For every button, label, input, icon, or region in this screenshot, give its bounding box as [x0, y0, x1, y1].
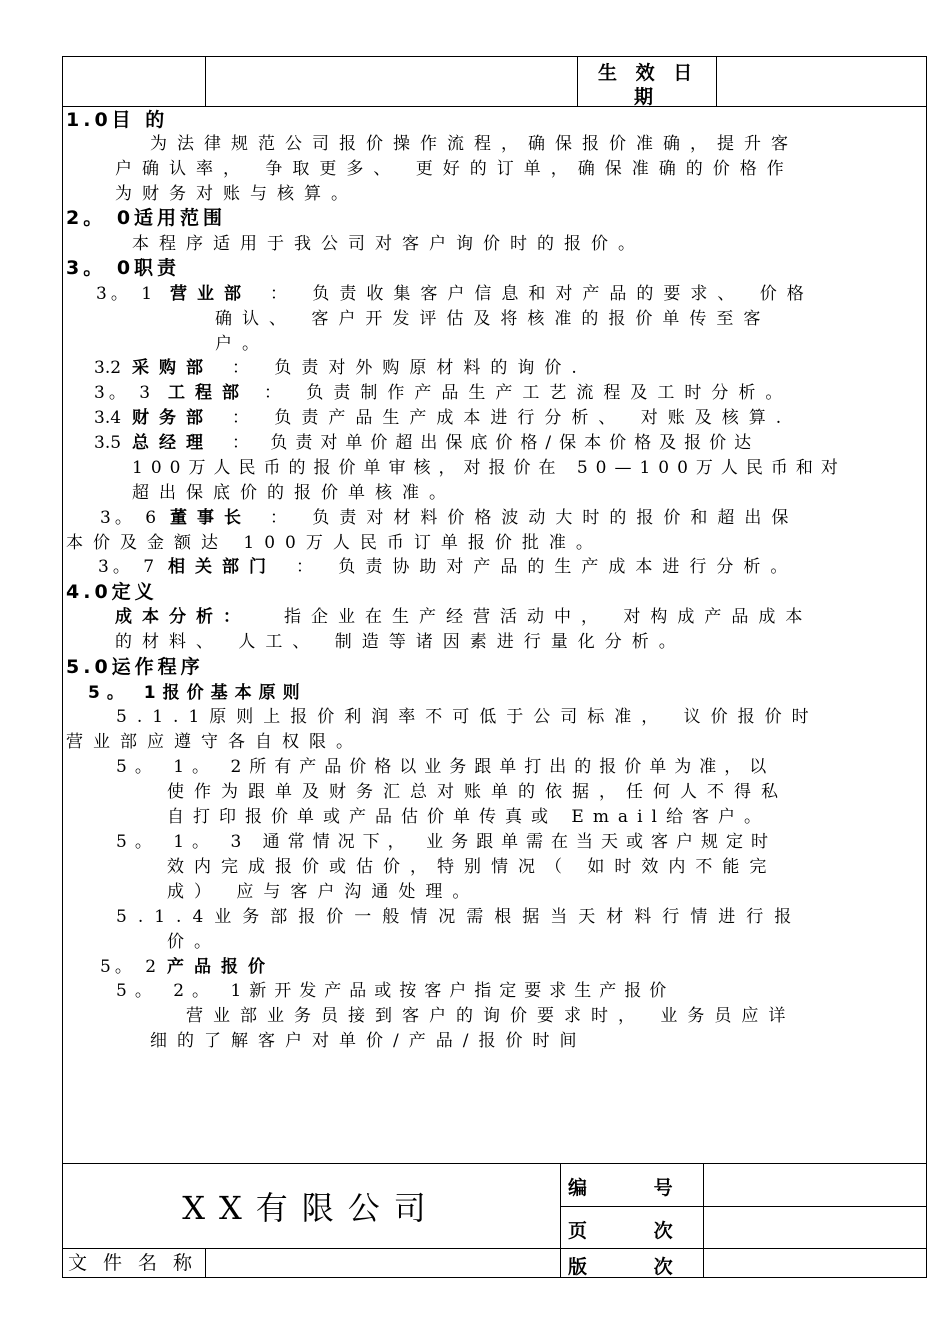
section-4-line-2: 的材料、 人工、 制造等诸因素进行量化分析。	[115, 632, 686, 652]
section-5-1-2-line-2: 使作为跟单及财务汇总对账单的依据，任何人不得私	[167, 782, 788, 802]
section-3-6-line-2: 本价及金额达 100万人民币订单报价批准。	[66, 533, 603, 553]
section-4-title: 4.0定义	[66, 581, 158, 603]
section-3-7-line-1: ： 负责协助对产品的生产成本进行分析。	[296, 557, 798, 577]
section-3-1-number: 3。 1	[96, 284, 157, 304]
section-5-2-title: 产品报价	[167, 957, 275, 977]
section-4-term: 成本分析：	[115, 607, 250, 627]
footer-divider-1	[560, 1163, 561, 1278]
footer-divider-2	[703, 1163, 704, 1278]
section-3-1-line-1: ： 负责收集客户信息和对产品的要求、 价格	[270, 284, 814, 304]
header-divider-3	[716, 56, 717, 106]
section-3-6-number: 3。 6	[100, 508, 161, 528]
section-3-1-line-3: 户。	[215, 334, 269, 354]
section-4-line-1: 指企业在生产经营活动中， 对构成产品成本	[284, 607, 813, 627]
section-5-2-1-line-3: 细的了解客户对单价/产品/报价时间	[150, 1031, 587, 1051]
effective-date-label-2: 期	[634, 86, 654, 108]
section-3-1-line-2: 确认、 客户开发评估及将核准的报价单传至客	[215, 309, 771, 329]
section-5-title: 5.0运作程序	[66, 656, 204, 678]
section-3-5-number: 3.5	[94, 433, 122, 453]
section-3-3-line-1: ： 负责制作产品生产工艺流程及工时分析。	[264, 383, 793, 403]
section-5-1-title: 5。 1报价基本原则	[88, 683, 307, 703]
effective-date-label: 生 效 日	[598, 62, 699, 84]
section-5-1-3-line-1: 5。 1。 3 通常情况下， 业务跟单需在当天或客户规定时	[116, 832, 777, 852]
section-3-2-role: 采购部	[132, 358, 213, 378]
footer-row-line-1	[560, 1206, 927, 1207]
section-3-7-role: 相关部门	[168, 557, 276, 577]
footer-row-line-2	[62, 1248, 927, 1249]
version-label: 版 次	[568, 1256, 673, 1278]
section-5-2-number: 5。 2	[100, 957, 161, 977]
section-3-7-number: 3。 7	[98, 557, 159, 577]
section-5-1-2-line-3: 自打印报价单或产品估价单传真或 Email给客户。	[167, 807, 770, 827]
section-1-line-1: 为法律规范公司报价操作流程，确保报价准确，提升客	[150, 134, 798, 154]
section-3-5-line-3: 超出保底价的报价单核准。	[132, 483, 456, 503]
section-3-5-role: 总经理	[132, 433, 213, 453]
number-label: 编 号	[568, 1177, 673, 1199]
section-3-5-line-1: ： 负责对单价超出保底价格/保本价格及报价达	[232, 433, 760, 453]
section-3-title: 3。 0职责	[66, 257, 181, 279]
section-3-6-line-1: ： 负责对材料价格波动大时的报价和超出保	[270, 508, 799, 528]
doc-name-label: 文件名称	[68, 1252, 209, 1274]
section-3-4-role: 财务部	[132, 408, 213, 428]
section-3-3-number: 3。 3	[94, 383, 155, 403]
section-3-2-line-1: ： 负责对外购原材料的询价.	[232, 358, 587, 378]
section-5-1-4-line-2: 价。	[167, 932, 221, 952]
section-3-1-role: 营业部	[170, 284, 251, 304]
section-5-1-1-line-2: 营业部应遵守各自权限。	[66, 732, 363, 752]
company-name: XX有限公司	[182, 1188, 440, 1227]
header-divider-1	[205, 56, 206, 106]
section-3-4-number: 3.4	[94, 408, 122, 428]
section-3-3-role: 工程部	[168, 383, 249, 403]
section-5-1-1-line-1: 5.1.1原则上报价利润率不可低于公司标准， 议价报价时	[116, 707, 819, 727]
section-3-2-number: 3.2	[94, 358, 122, 378]
section-5-1-4-line-1: 5.1.4业务部报价一般情况需根据当天材料行情进行报	[116, 907, 803, 927]
section-1-line-2: 户确认率， 争取更多、 更好的订单，确保准确的价格作	[115, 159, 794, 179]
section-3-5-line-2: 100万人民币的报价单审核，对报价在 50—100万人民币和对	[132, 458, 846, 478]
section-2-line-1: 本程序适用于我公司对客户询价时的报价。	[132, 234, 645, 254]
section-1-title: 1.0目 的	[66, 109, 169, 131]
section-5-1-2-line-1: 5。 1。 2所有产品价格以业务跟单打出的报价单为准，以	[116, 757, 775, 777]
section-5-1-3-line-2: 效内完成报价或估价，特别情况（ 如时效内不能完	[167, 857, 777, 877]
section-5-2-1-line-2: 营业部业务员接到客户的询价要求时， 业务员应详	[186, 1006, 796, 1026]
section-5-1-3-line-3: 成） 应与客户沟通处理。	[167, 882, 480, 902]
header-divider-2	[577, 56, 578, 106]
section-1-line-3: 为财务对账与核算。	[115, 184, 358, 204]
section-5-2-1-line-1: 5。 2。 1新开发产品或按客户指定要求生产报价	[116, 981, 675, 1001]
section-3-4-line-1: ： 负责产品生产成本进行分析、 对账及核算.	[232, 408, 792, 428]
section-2-title: 2。 0适用范围	[66, 207, 227, 229]
section-3-6-role: 董事长	[170, 508, 251, 528]
header-bottom-line	[62, 106, 927, 107]
page-label: 页 次	[568, 1220, 673, 1242]
